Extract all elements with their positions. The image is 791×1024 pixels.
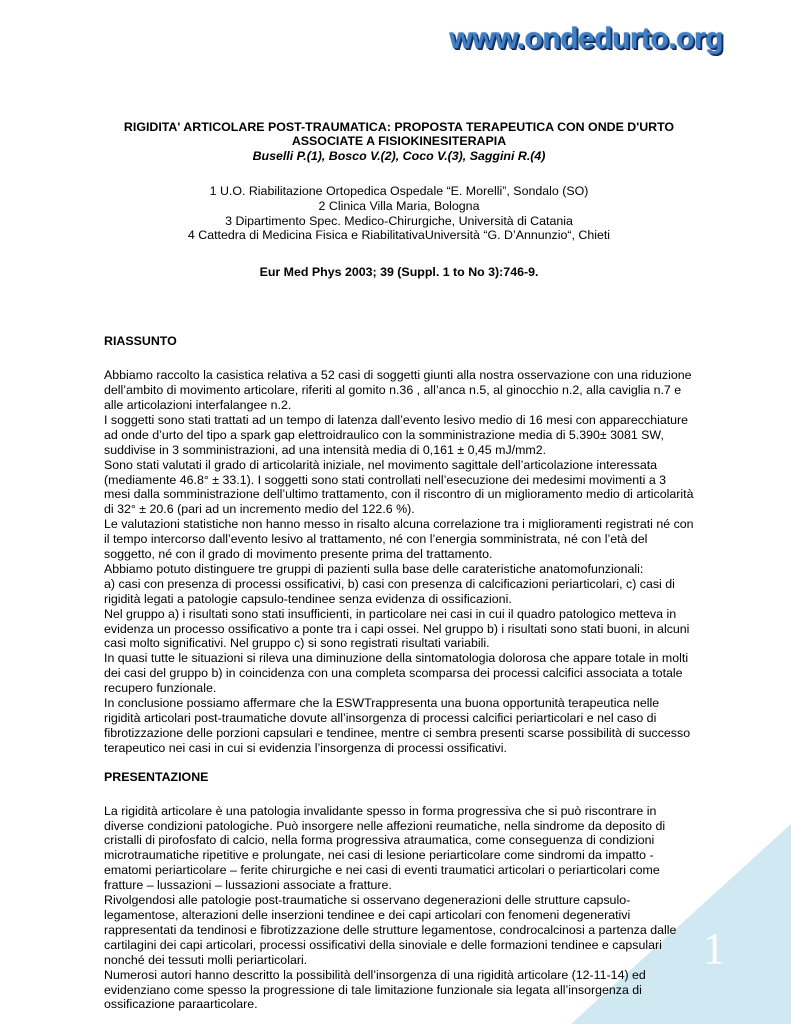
affiliation-4: 4 Cattedra di Medicina Fisica e RiabilitativaUniversità “G. D’Annunzio“, Chieti: [187, 228, 611, 243]
paragraph: Le valutazioni statistiche non hanno messo in risalto alcuna correlazione tra i miglioramenti registrati né con il tempo intercorso dall’evento lesivo al trattamento, né con l’energia somministrata, né con l’età del soggetto, né con il grado di movimento presente prima del trattamento.: [104, 517, 694, 562]
section-heading-presentazione: PRESENTAZIONE: [104, 769, 209, 784]
authors: Buselli P.(1), Bosco V.(2), Coco V.(3), Saggini R.(4): [252, 148, 546, 163]
document-title: [104, 120, 694, 149]
affiliations: [104, 184, 694, 244]
riassunto-body: [104, 368, 694, 756]
presentazione-body: [104, 804, 694, 1013]
page-number: 1: [703, 924, 725, 973]
website-watermark: www.ondedurto.org: [449, 22, 723, 55]
paragraph: Numerosi autori hanno descritto la possibilità dell’insorgenza di una rigidità articolare (12-11-14) ed evidenziano come spesso la progressione di tale limitazione funzionale sia legata all’insorgenza di ossificazione paraarticolare.: [104, 967, 646, 1012]
paragraph: Rivolgendosi alle patologie post-traumatiche si osservano degenerazioni delle strutture capsulo-legamentose, alterazioni delle inserzioni tendinee e dei capi articolari con fenomeni degenerativi rappresentati da tendinosi e fibrotizzazione delle strutture legamentose, condrocalcinosi a partenza dalle cartilagini dei capi articolari, processi ossificativi della sinoviale e delle formazioni tendinee e capsulari nonché dei tessuti molli periarticolari.: [104, 893, 677, 967]
affiliation-3: 3 Dipartimento Spec. Medico-Chirurgiche, Università di Catania: [225, 213, 573, 228]
paragraph: Abbiamo potuto distinguere tre gruppi di pazienti sulla base delle carateristiche anatomofunzionali:: [104, 561, 644, 576]
paragraph: In quasi tutte le situazioni si rileva una diminuzione della sintomatologia dolorosa che appare totale in molti dei casi del gruppo b) in coincidenza con una completa scomparsa dei processi calcifici associata a totale recupero funzionale.: [104, 651, 689, 696]
paragraph: Sono stati valutati il grado di articolarità iniziale, nel movimento sagittale dell’articolazione interessata (mediamente 46.8° ± 33.1). I soggetti sono stati controllati nell’esecuzione dei medesimi movimenti a 3 mesi dalla somministrazione dell’ultimo trattamento, con il riscontro di un miglioramento medio di articolarità di 32° ± 20.6 (pari ad un incremento medio del 122.6 %).: [104, 457, 694, 517]
paragraph: Abbiamo raccolto la casistica relativa a 52 casi di soggetti giunti alla nostra osservazione con una riduzione dell’ambito di movimento articolare, riferiti al gomito n.36 , all’anca n.5, al ginocchio n.2, alla caviglia n.7 e alle articolazioni interfalangee n.2.: [104, 368, 692, 412]
paragraph: In conclusione possiamo affermare che la ESWTrappresenta una buona opportunità terapeutica nelle rigidità articolari post-traumatiche dovute all’insorgenza di processi calcifici periarticolari e nel caso di fibrotizzazione delle porzioni capsulari e tendinee, mentre ci sembra presenti scarse possibilità di successo terapeutico nei casi in cui si evidenzia l’insorgenza di processi ossificativi.: [104, 696, 691, 755]
affiliation-2: 2 Clinica Villa Maria, Bologna: [318, 198, 480, 213]
title-line-1: RIGIDITA' ARTICOLARE POST-TRAUMATICA: PROPOSTA TERAPEUTICA CON ONDE D'URTO: [123, 120, 675, 134]
paragraph: Nel gruppo a) i risultati sono stati insufficienti, in particolare nei casi in cui il quadro patologico metteva in evidenza un processo ossificativo a ponte tra i capi ossei. Nel gruppo b) i risultati sono stati buoni, in alcuni casi molto significativi. Nel gruppo c) si sono registrati risultati variabili.: [104, 606, 690, 651]
journal-citation: Eur Med Phys 2003; 39 (Suppl. 1 to No 3):746-9.: [259, 265, 539, 280]
section-heading-riassunto: RIASSUNTO: [104, 334, 177, 349]
paragraph: I soggetti sono stati trattati ad un tempo di latenza dall’evento lesivo medio di 16 mesi con apparecchiature ad onde d’urto del tipo a spark gap elettroidraulico con la somministrazione media di 5.390± 3081 SW, suddivise in 3 somministrazioni, ad una intensità media di 0,161 ± 0,45 mJ/mm2.: [104, 412, 689, 457]
paragraph: a) casi con presenza di processi ossificativi, b) casi con presenza di calcificazioni periarticolari, c) casi di rigidità legati a patologie capsulo-tendinee senza evidenza di ossificazioni.: [104, 576, 675, 606]
document-body: [104, 120, 694, 1012]
paragraph: La rigidità articolare è una patologia invalidante spesso in forma progressiva che si può riscontrare in diverse condizioni patologiche. Può insorgere nelle affezioni reumatiche, nella sindrome da deposito di cristalli di pirofosfato di calcio, nella forma progressiva atraumatica, come conseguenza di condizioni microtraumatiche ripetitive e prolungate, nei casi di lesione periarticolare come sindromi da impatto - ematomi periarticolare – ferite chirurgiche e nei casi di eventi traumatici articolari o periarticolari come fratture – lussazioni – lussazioni associate a fratture.: [104, 803, 666, 893]
affiliation-1: 1 U.O. Riabilitazione Ortopedica Ospedale “E. Morelli”, Sondalo (SO): [209, 183, 589, 198]
title-line-2: ASSOCIATE A FISIOKINESITERAPIA: [291, 134, 507, 149]
